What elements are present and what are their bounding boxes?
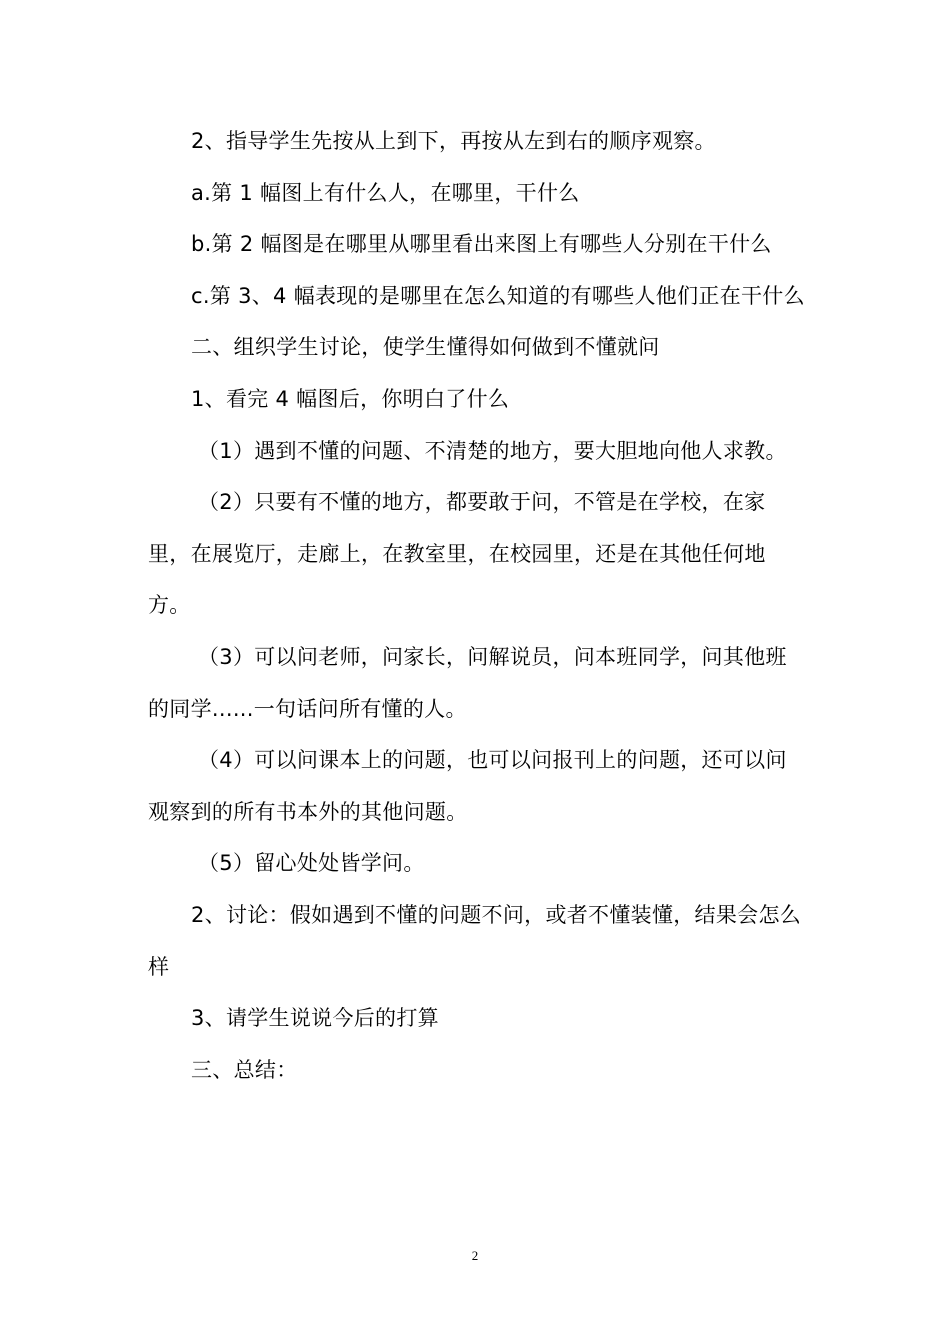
page-number: 2 bbox=[471, 1248, 479, 1263]
question-b: b.第 2 幅图是在哪里从哪里看出来图上有哪些人分别在干什么 bbox=[191, 232, 772, 257]
step-3-plans: 3、请学生说说今后的打算 bbox=[191, 1006, 439, 1031]
point-1: （1）遇到不懂的问题、不清楚的地方，要大胆地向他人求教。 bbox=[198, 438, 787, 463]
document-body bbox=[148, 116, 808, 1096]
step-1-question: 1、看完 4 幅图后，你明白了什么 bbox=[191, 386, 510, 411]
point-2: （2）只要有不懂的地方，都要敢于问，不管是在学校，在家里，在展览厅，走廊上，在教室里，在校园里，还是在其他任何地方。 bbox=[148, 490, 766, 618]
section-2-heading: 二、组织学生讨论，使学生懂得如何做到不懂就问 bbox=[191, 335, 660, 360]
question-a: a.第 1 幅图上有什么人，在哪里，干什么 bbox=[191, 180, 580, 205]
step-2-discussion: 2、讨论：假如遇到不懂的问题不问，或者不懂装懂，结果会怎么样 bbox=[148, 902, 802, 979]
step-2-observation-order: 2、指导学生先按从上到下，再按从左到右的顺序观察。 bbox=[191, 129, 716, 153]
point-4: （4）可以问课本上的问题，也可以问报刊上的问题，还可以问观察到的所有书本外的其他问题。 bbox=[148, 748, 787, 824]
section-3-heading: 三、总结： bbox=[191, 1057, 298, 1082]
point-5: （5）留心处处皆学问。 bbox=[198, 851, 425, 876]
point-3: （3）可以问老师，问家长，问解说员，问本班同学，问其他班的同学......一句话问所有懂的人。 bbox=[148, 644, 787, 721]
question-c: c.第 3、4 幅表现的是哪里在怎么知道的有哪些人他们正在干什么 bbox=[191, 283, 805, 308]
